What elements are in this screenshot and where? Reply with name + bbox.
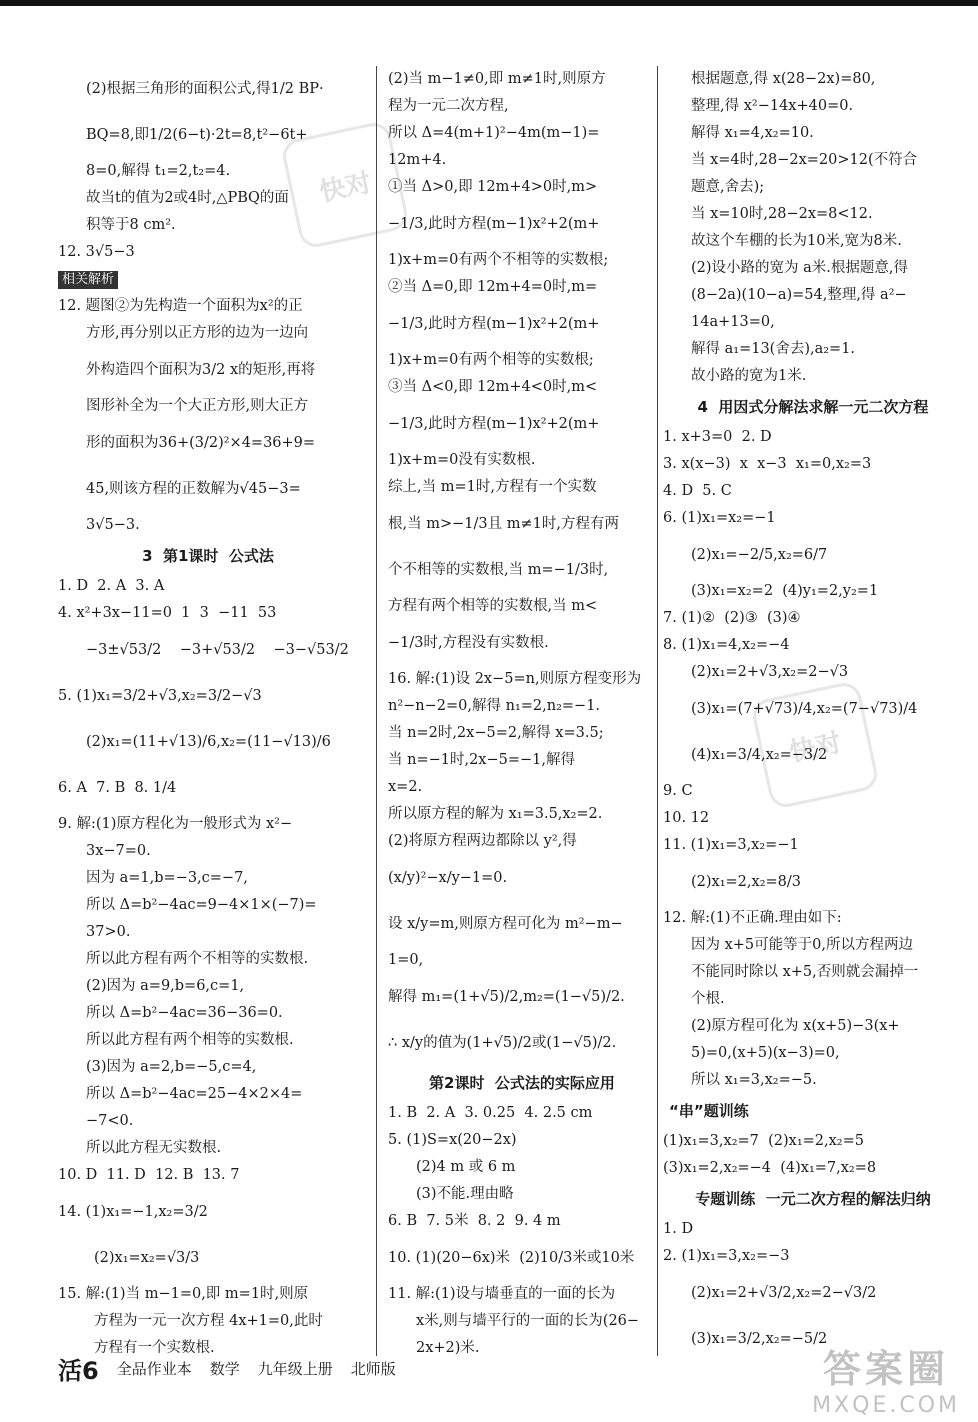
answer-line: (2)x₁=−2/5,x₂=6/7	[691, 547, 828, 563]
answer-line: 个根.	[691, 991, 725, 1007]
column-divider-1	[376, 66, 377, 1356]
answer-line: 1=0,	[388, 952, 424, 968]
answer-line: 12m+4.	[388, 152, 447, 168]
answer-line: 当 x=10时,28−2x=8<12.	[691, 206, 873, 222]
answer-line: −1/3,此时方程(m−1)x²+2(m+	[388, 416, 600, 432]
answer-line: −1/3时,方程没有实数根.	[388, 635, 549, 651]
answer-line: 程为一元二次方程,	[388, 98, 509, 114]
answer-line: 3x−7=0.	[86, 843, 151, 859]
answer-line: 当 x=4时,28−2x=20>12(不符合	[691, 152, 918, 168]
section-heading: 第2课时 公式法的实际应用	[429, 1074, 615, 1092]
watermark-line2: MXQE.COM	[812, 1393, 960, 1418]
answer-line: 方程有一个实数根.	[94, 1340, 215, 1356]
answer-line: BQ=8,即1/2(6−t)·2t=8,t²−6t+	[86, 127, 308, 143]
section-heading: 3 第1课时 公式法	[142, 547, 274, 565]
answer-line: 故小路的宽为1米.	[691, 368, 807, 384]
answer-line: 故当t的值为2或4时,△PBQ的面	[86, 190, 289, 206]
answer-line: 5. (1)x₁=3/2+√3,x₂=3/2−√3	[58, 688, 262, 704]
answer-line: (3)因为 a=2,b=−5,c=4,	[86, 1059, 257, 1075]
answer-line: x=2.	[388, 779, 423, 795]
answer-line: (4)x₁=3/4,x₂=−3/2	[691, 747, 828, 763]
answer-column-2	[388, 66, 656, 1362]
answer-line: 9. 解:(1)原方程化为一般形式为 x²−	[58, 816, 293, 832]
answer-line: 16. 解:(1)设 2x−5=n,则原方程变形为	[388, 671, 642, 687]
answer-line: 所以此方程有两个相等的实数根.	[86, 1032, 294, 1048]
answer-line: 10. 12	[663, 810, 710, 826]
answer-line: 1. B 2. A 3. 0.25 4. 2.5 cm	[388, 1105, 593, 1121]
page-footer	[58, 1350, 396, 1386]
answer-line: −7<0.	[86, 1113, 134, 1129]
answer-line: (2)当 m−1≠0,即 m≠1时,则原方	[388, 71, 606, 87]
answer-line: 外构造四个面积为3/2 x的矩形,再将	[86, 362, 316, 378]
answer-line: 1)x+m=0没有实数根.	[388, 452, 536, 468]
answer-line: 题意,舍去);	[691, 179, 765, 195]
section-heading: 4 用因式分解法求解一元二次方程	[697, 398, 929, 416]
answer-line: −1/3,此时方程(m−1)x²+2(m+	[388, 216, 600, 232]
answer-line: (3)x₁=2,x₂=−4 (4)x₁=7,x₂=8	[663, 1160, 877, 1176]
answer-column-1	[58, 66, 358, 1362]
answer-line: ②当 Δ=0,即 12m+4=0时,m=	[388, 279, 598, 295]
answer-line: 12. 3√5−3	[58, 244, 135, 260]
answer-line: 12. 题图②为先构造一个面积为x²的正	[58, 298, 303, 314]
book-title: 全品作业本	[116, 1359, 192, 1378]
answer-line: 1. D 2. A 3. A	[58, 578, 165, 594]
answer-line: 8=0,解得 t₁=2,t₂=4.	[86, 163, 231, 179]
answer-line: (8−2a)(10−a)=54,整理,得 a²−	[691, 287, 907, 303]
answer-line: 3. x(x−3) x x−3 x₁=0,x₂=3	[663, 456, 872, 472]
answer-line: (x/y)²−x/y−1=0.	[388, 870, 508, 886]
top-border	[0, 0, 978, 6]
answer-line: ∴ x/y的值为(1+√5)/2或(1−√5)/2.	[388, 1035, 617, 1051]
answer-line: 积等于8 cm².	[86, 217, 176, 233]
answer-line: 37>0.	[86, 924, 131, 940]
answer-line: 15. 解:(1)当 m−1=0,即 m=1时,则原	[58, 1286, 309, 1302]
answer-line: (2)将原方程两边都除以 y²,得	[388, 833, 577, 849]
answer-line: 不能同时除以 x+5,否则就会漏掉一	[691, 964, 919, 980]
answer-line: 所以 Δ=4(m+1)²−4m(m−1)=	[388, 125, 600, 141]
answer-line: 方形,再分别以正方形的边为一边向	[86, 325, 309, 341]
answer-line: 所以 Δ=b²−4ac=25−4×2×4=	[86, 1086, 303, 1102]
answer-line: (3)x₁=3/2,x₂=−5/2	[691, 1331, 828, 1347]
page-number: 活6	[58, 1356, 99, 1385]
section-heading: “串”题训练	[669, 1102, 749, 1120]
answer-line: 2. (1)x₁=3,x₂=−3	[663, 1248, 790, 1264]
answer-line: ③当 Δ<0,即 12m+4<0时,m<	[388, 379, 598, 395]
answer-line: (2)x₁=x₂=√3/3	[94, 1250, 200, 1266]
answer-line: 根,当 m>−1/3且 m≠1时,方程有两	[388, 516, 619, 532]
answer-line: 当 n=−1时,2x−5=−1,解得	[388, 752, 575, 768]
section-tag: 相关解析	[58, 271, 118, 289]
answer-line: 3√5−3.	[86, 517, 140, 533]
answer-line: 解得 a₁=13(舍去),a₂=1.	[691, 341, 856, 357]
answer-line: 7. (1)② (2)③ (3)④	[663, 610, 801, 626]
answer-line: 11. 解:(1)设与墙垂直的一面的长为	[388, 1286, 616, 1302]
answer-line: −1/3,此时方程(m−1)x²+2(m+	[388, 316, 600, 332]
answer-line: 1)x+m=0有两个相等的实数根;	[388, 352, 594, 368]
site-watermark	[812, 1338, 960, 1418]
answer-line: (2)4 m 或 6 m	[416, 1159, 516, 1175]
answer-line: 12. 解:(1)不正确.理由如下:	[663, 910, 842, 926]
answer-line: ①当 Δ>0,即 12m+4>0时,m>	[388, 179, 598, 195]
answer-line: 所以原方程的解为 x₁=3.5,x₂=2.	[388, 806, 603, 822]
answer-line: 6. B 7. 5米 8. 2 9. 4 m	[388, 1213, 561, 1229]
answer-line: 9. C	[663, 783, 693, 799]
answer-line: 综上,当 m=1时,方程有一个实数	[388, 479, 597, 495]
grade: 九年级上册	[257, 1359, 333, 1378]
answer-line: 6. A 7. B 8. 1/4	[58, 780, 177, 796]
answer-line: 所以此方程有两个不相等的实数根.	[86, 951, 309, 967]
answer-line: 所以此方程无实数根.	[86, 1140, 222, 1156]
answer-line: x米,则与墙平行的一面的长为(26−	[416, 1313, 640, 1329]
answer-line: 所以 Δ=b²−4ac=36−36=0.	[86, 1005, 283, 1021]
answer-line: 形的面积为36+(3/2)²×4=36+9=	[86, 435, 316, 451]
answer-line: 2x+2)米.	[416, 1340, 480, 1356]
answer-line: 14a+13=0,	[691, 314, 775, 330]
answer-line: 当 n=2时,2x−5=2,解得 x=3.5;	[388, 725, 604, 741]
answer-line: (2)根据三角形的面积公式,得1/2 BP·	[86, 81, 324, 97]
answer-column-3	[663, 66, 963, 1362]
answer-line: 整理,得 x²−14x+40=0.	[691, 98, 854, 114]
answer-line: n²−n−2=0,解得 n₁=2,n₂=−1.	[388, 698, 601, 714]
answer-line: 因为 x+5可能等于0,所以方程两边	[691, 937, 913, 953]
answer-line: 10. D 11. D 12. B 13. 7	[58, 1167, 240, 1183]
tag-line	[58, 266, 358, 293]
answer-line: 1. x+3=0 2. D	[663, 429, 772, 445]
answer-line: 设 x/y=m,则原方程可化为 m²−m−	[388, 916, 623, 932]
answer-line: 解得 x₁=4,x₂=10.	[691, 125, 814, 141]
answer-line: (3)x₁=x₂=2 (4)y₁=2,y₂=1	[691, 583, 879, 599]
answer-line: 图形补全为一个大正方形,则大正方	[86, 398, 309, 414]
answer-line: 所以 x₁=3,x₂=−5.	[691, 1072, 817, 1088]
section-heading: 专题训练 一元二次方程的解法归纳	[695, 1190, 931, 1208]
answer-line: (2)x₁=2+√3/2,x₂=2−√3/2	[691, 1285, 877, 1301]
answer-line: 个不相等的实数根,当 m=−1/3时,	[388, 562, 609, 578]
answer-line: (1)x₁=3,x₂=7 (2)x₁=2,x₂=5	[663, 1133, 864, 1149]
answer-line: (2)x₁=2,x₂=8/3	[691, 874, 801, 890]
answer-line: 根据题意,得 x(28−2x)=80,	[691, 71, 876, 87]
answer-line: 10. (1)(20−6x)米 (2)10/3米或10米	[388, 1250, 635, 1266]
answer-line: (2)x₁=2+√3,x₂=2−√3	[691, 664, 849, 680]
answer-line: 8. (1)x₁=4,x₂=−4	[663, 637, 790, 653]
answer-line: 方程有两个相等的实数根,当 m<	[388, 598, 598, 614]
answer-line: 所以 Δ=b²−4ac=9−4×1×(−7)=	[86, 897, 317, 913]
watermark-line1: 答案圈	[823, 1347, 950, 1391]
answer-line: 1)x+m=0有两个不相等的实数根;	[388, 252, 609, 268]
column-divider-2	[657, 66, 658, 1356]
answer-line: 5)=0,(x+5)(x−3)=0,	[691, 1045, 840, 1061]
answer-line: 4. D 5. C	[663, 483, 732, 499]
answer-line: (2)x₁=(11+√13)/6,x₂=(11−√13)/6	[86, 734, 331, 750]
answer-line: 45,则该方程的正数解为√45−3=	[86, 481, 301, 497]
watermark-stamp-1: 快对	[280, 120, 410, 250]
answer-line: 故这个车棚的长为10米,宽为8米.	[691, 233, 902, 249]
answer-line: (2)设小路的宽为 a米.根据题意,得	[691, 260, 909, 276]
answer-line: (2)因为 a=9,b=6,c=1,	[86, 978, 245, 994]
answer-line: 因为 a=1,b=−3,c=−7,	[86, 870, 248, 886]
answer-line: 4. x²+3x−11=0 1 3 −11 53	[58, 605, 277, 621]
answer-line: 11. (1)x₁=3,x₂=−1	[663, 837, 799, 853]
edition: 北师版	[350, 1359, 396, 1378]
subject: 数学	[209, 1359, 240, 1378]
answer-line: 解得 m₁=(1+√5)/2,m₂=(1−√5)/2.	[388, 989, 625, 1005]
answer-line: −3±√53/2 −3+√53/2 −3−√53/2	[86, 642, 349, 658]
answer-line: (2)原方程可化为 x(x+5)−3(x+	[691, 1018, 900, 1034]
answer-line: 方程为一元一次方程 4x+1=0,此时	[94, 1313, 323, 1329]
answer-line: 14. (1)x₁=−1,x₂=3/2	[58, 1204, 208, 1220]
answer-line: (3)不能.理由略	[416, 1186, 514, 1202]
answer-line: (3)x₁=(7+√73)/4,x₂=(7−√73)/4	[691, 701, 918, 717]
answer-line: 6. (1)x₁=x₂=−1	[663, 510, 776, 526]
answer-line: 1. D	[663, 1221, 694, 1237]
watermark-stamp-2: 快对	[750, 680, 880, 810]
answer-line: 5. (1)S=x(20−2x)	[388, 1132, 517, 1148]
